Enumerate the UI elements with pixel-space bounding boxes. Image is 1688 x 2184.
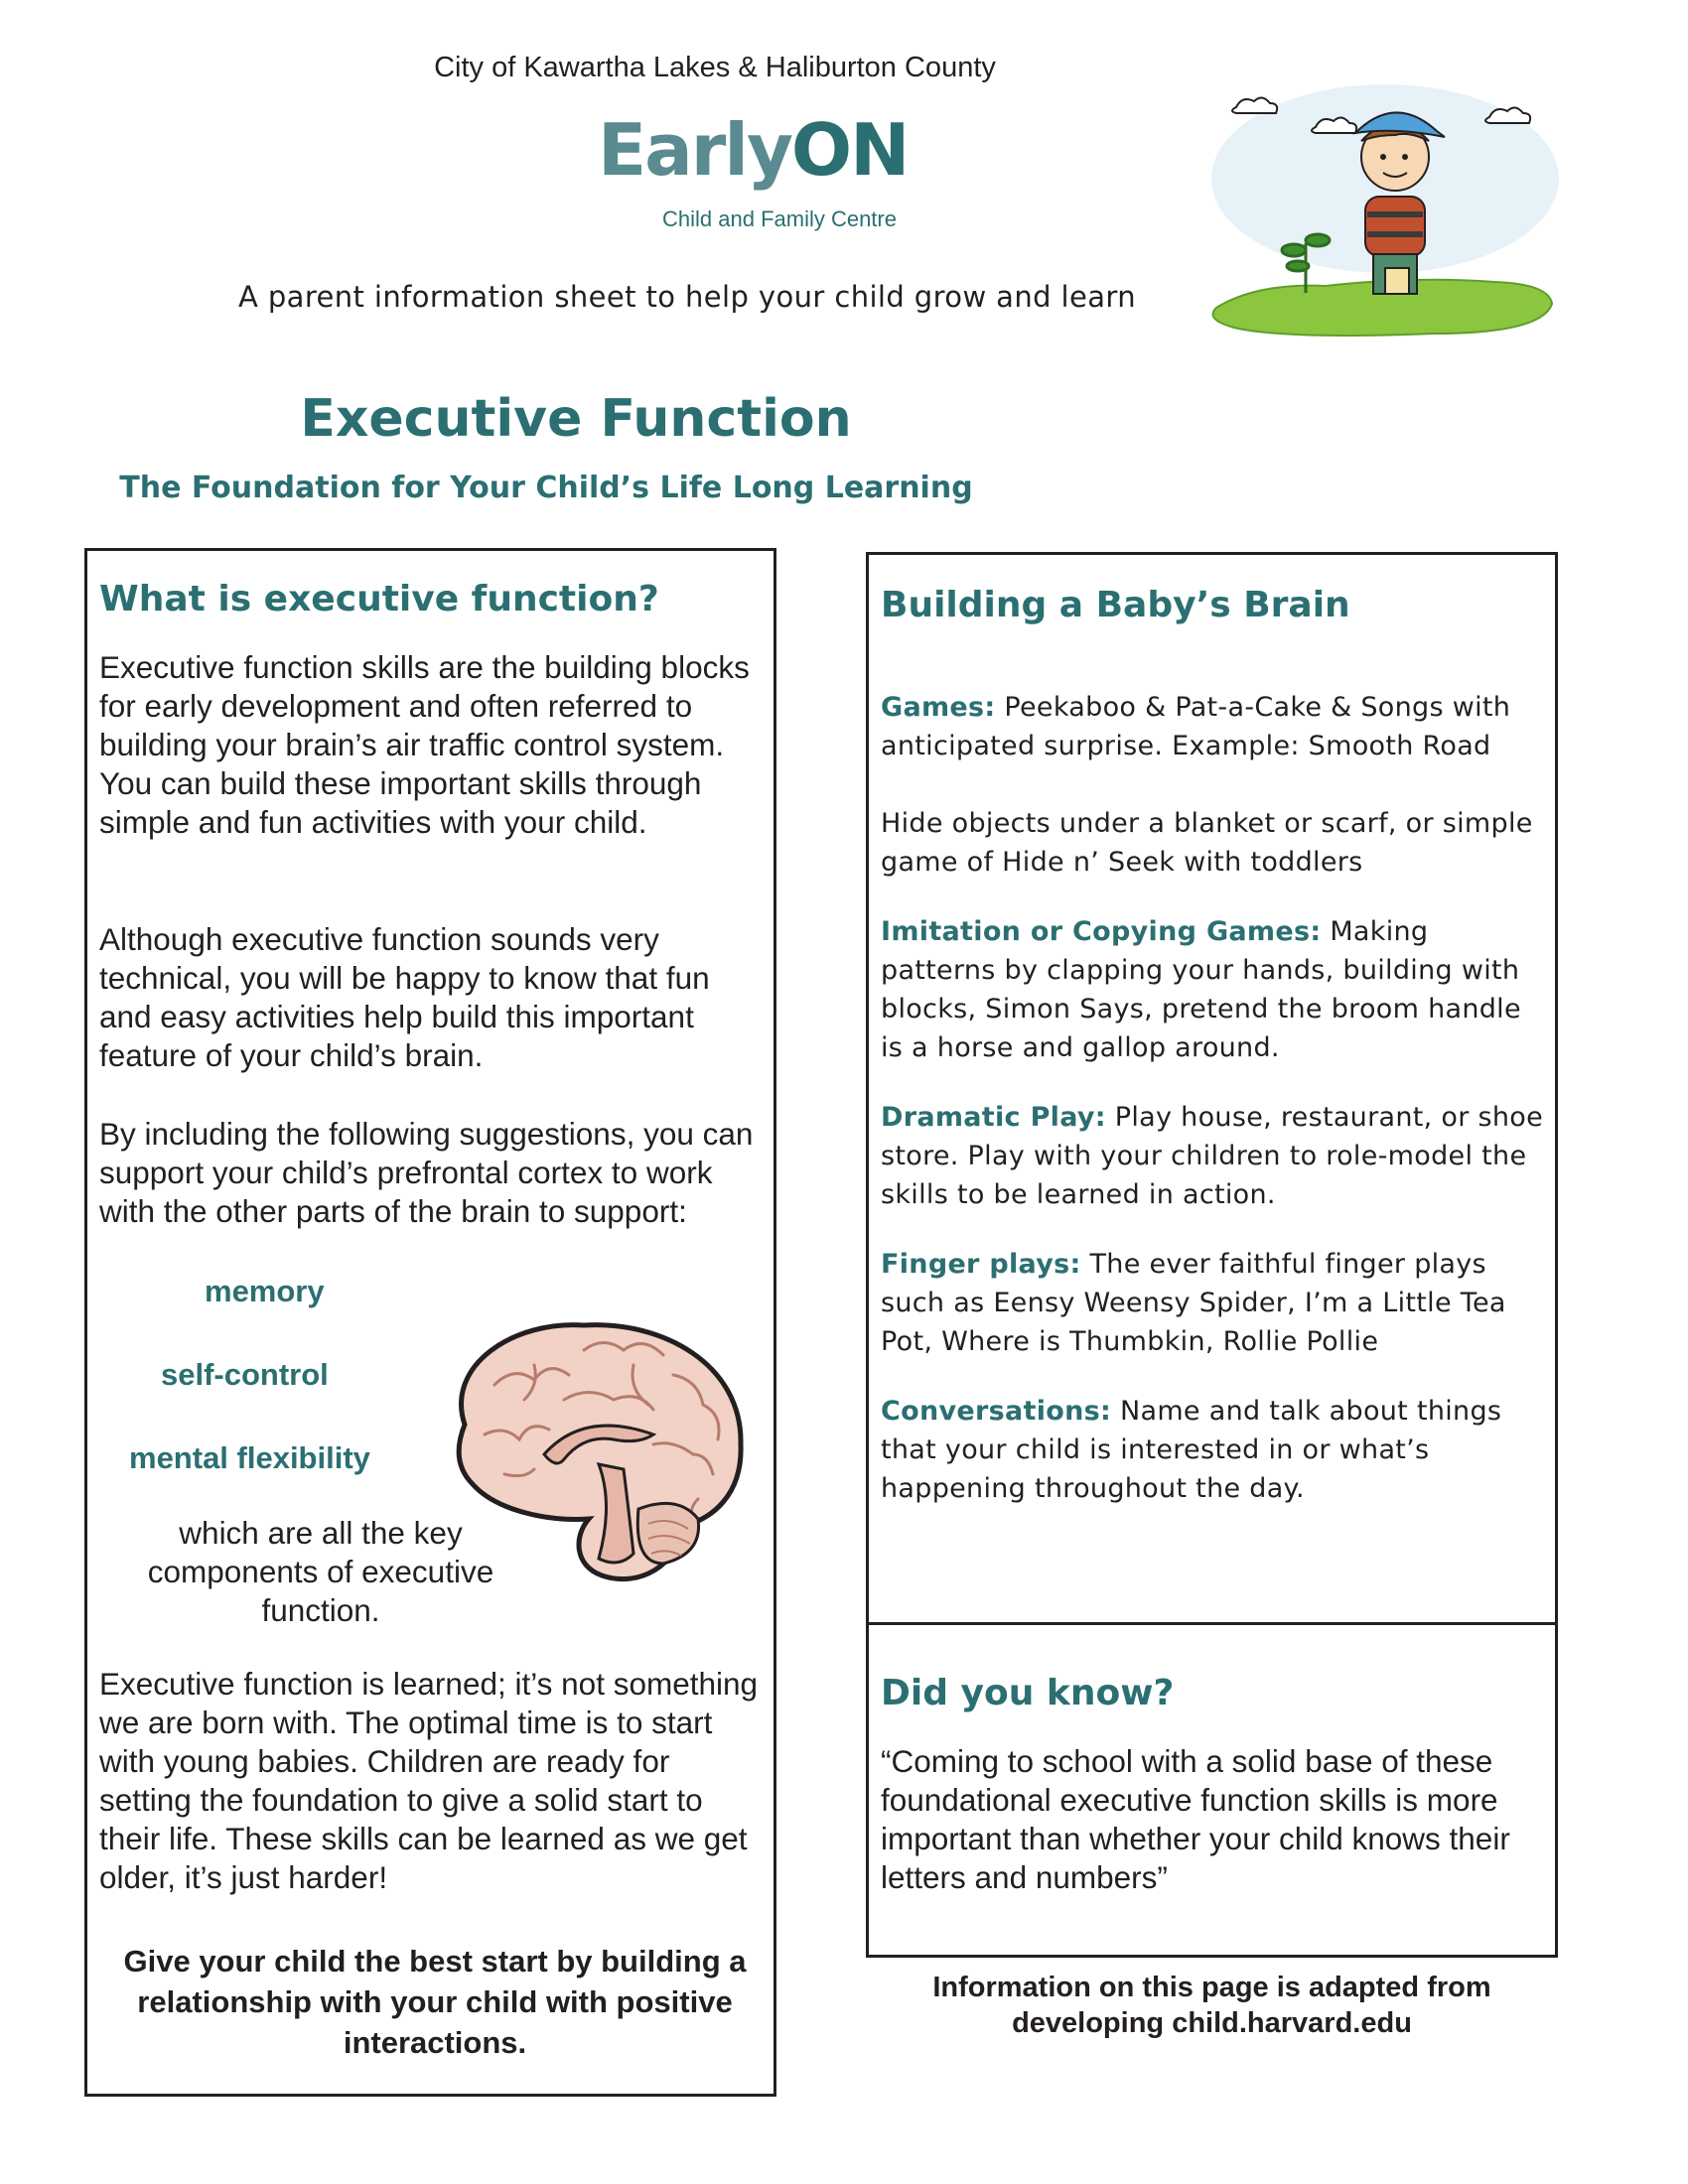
organization-line: City of Kawartha Lakes & Haliburton County <box>434 52 996 83</box>
item-lead: Finger plays: <box>881 1249 1081 1280</box>
paragraph: Executive function is learned; it’s not something we are born with. The optimal time is to start with young babies. Children are ready for setting the foundation to give a solid start to their life. These skills can be learned as we get older, it’s just harder! <box>99 1666 759 1895</box>
item-text: Hide objects under a blanket or scarf, or simple game of Hide n’ Seek with toddlers <box>881 808 1533 878</box>
list-item <box>881 1392 1546 1508</box>
section-heading: Did you know? <box>881 1673 1175 1713</box>
did-you-know-box <box>866 1622 1558 1958</box>
list-item <box>881 1245 1546 1361</box>
item-text: The ever faithful finger plays such as Eensy Weensy Spider, I’m a Little Tea Pot, Where is Thumbkin, Rollie Pollie <box>881 1249 1506 1357</box>
logo-subtitle: Child and Family Centre <box>662 206 897 231</box>
section-heading: What is executive function? <box>99 579 659 619</box>
list-item <box>881 804 1546 882</box>
item-lead: Imitation or Copying Games: <box>881 916 1322 947</box>
quote: “Coming to school with a solid base of these foundational executive function skills is more important than whether your child knows their letters and numbers” <box>881 1743 1510 1895</box>
section-heading: Building a Baby’s Brain <box>881 585 1350 625</box>
paragraph: Although executive function sounds very technical, you will be happy to know that fun and easy activities help build this important feature of your child’s brain. <box>99 921 710 1073</box>
item-lead: Games: <box>881 692 996 723</box>
logo-on-text: ON <box>790 108 909 192</box>
boy-planting-illustration <box>1206 69 1559 342</box>
activity-list <box>881 688 1546 1547</box>
logo-early-text: Early <box>598 108 791 192</box>
paragraph: By including the following suggestions, you can support your child’s prefrontal cortex to work with the other parts of the brain to support: <box>99 1116 754 1229</box>
skill-memory: memory <box>205 1274 325 1308</box>
building-babys-brain-box <box>866 552 1558 1626</box>
item-text: Peekaboo & Pat-a-Cake & Songs with anticipated surprise. Example: Smooth Road <box>881 692 1511 761</box>
earlyon-logo <box>596 99 953 243</box>
logo-wordmark <box>598 105 908 195</box>
skill-mental-flexibility: mental flexibility <box>129 1440 370 1475</box>
item-lead: Dramatic Play: <box>881 1102 1106 1133</box>
item-lead: Conversations: <box>881 1396 1112 1427</box>
paragraph: Executive function skills are the building blocks for early development and often referred to building your brain’s air traffic control system. You can build these important skills through simple and fun activities with your child. <box>99 649 750 840</box>
page-subtitle: The Foundation for Your Child’s Life Long Learning <box>119 471 973 505</box>
source-note: Information on this page is adapted from developing child.harvard.edu <box>932 1972 1491 2039</box>
list-item <box>881 688 1546 765</box>
skill-self-control: self-control <box>161 1357 329 1392</box>
list-item <box>881 912 1546 1067</box>
page-title: Executive Function <box>300 389 852 449</box>
item-text: Play house, restaurant, or shoe store. Play with your children to role-model the skills to be learned in action. <box>881 1102 1544 1210</box>
paragraph: which are all the key components of executive function. <box>147 1515 494 1628</box>
item-text: Name and talk about things that your child is interested in or what’s happening throughout the day. <box>881 1396 1502 1504</box>
item-text: Making patterns by clapping your hands, building with blocks, Simon Says, pretend the broom handle is a horse and gallop around. <box>881 916 1521 1063</box>
list-item <box>881 1098 1546 1214</box>
tagline: A parent information sheet to help your child grow and learn <box>238 280 1137 314</box>
what-is-executive-function-box <box>84 548 776 2097</box>
closing-statement: Give your child the best start by building a relationship with your child with positive interactions. <box>123 1944 747 2060</box>
